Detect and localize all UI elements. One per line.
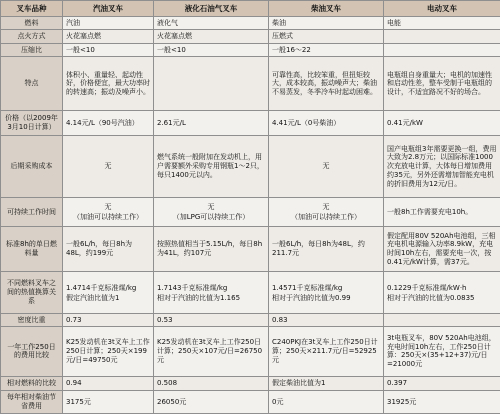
table-cell: [384, 30, 500, 43]
table-cell: 可靠性高，比较笨重，但扭矩较大，成本较高，振动噪声大；柴油不易蒸发，冬季冷车时起动困难。: [269, 57, 384, 111]
row-label: 后期采购成本: [1, 135, 63, 197]
row-label: 特点: [1, 57, 63, 111]
table-cell: C240PKJ在3t叉车上工作250日计算；250天×211.7元/日=52925元: [269, 327, 384, 377]
table-cell: 假定配用80V 520Ah电池组，三相充电机电源输入功率8.9kW，充电时间10h左右，需要充电一次，按0.41元/kW计算，需37元。: [384, 226, 500, 271]
table-cell: 0.83: [269, 313, 384, 326]
table-cell: K25发动机在3t叉车上工作250日计算；250天×199元/日=49750元: [63, 327, 154, 377]
table-cell: 无: [269, 135, 384, 197]
table-cell: [384, 313, 500, 326]
row-label: 价格（以2009年3月10日计算）: [1, 111, 63, 136]
row-label: 标准8h的单日燃料量: [1, 226, 63, 271]
table-cell: 汽油: [63, 17, 154, 30]
table-cell: [63, 272, 154, 313]
table-row: [1, 57, 500, 111]
table-cell: [154, 197, 269, 226]
cell-line: 无: [322, 203, 330, 212]
table-cell: 火花塞点燃: [63, 30, 154, 43]
table-cell: 假定柴油比值为1: [269, 376, 384, 390]
table-cell: 一般8h工作需要充电10h。: [384, 197, 500, 226]
table-cell: 压燃式: [269, 30, 384, 43]
cell-line: 无: [104, 203, 112, 212]
table-cell: 柴油: [269, 17, 384, 30]
cell-line: （加油可以持续工作）: [73, 212, 143, 221]
table-cell: [154, 57, 269, 111]
table-cell: 0.94: [63, 376, 154, 390]
table-row: [1, 313, 500, 326]
table-cell: 电瓶组自身重量大；电机的加速性和启动性差，整车受制于电瓶组的设计，不适宜路况不好的场合。: [384, 57, 500, 111]
table-cell: 一般6L/h，每日8h为48L，约211.7元: [269, 226, 384, 271]
row-label: 点火方式: [1, 30, 63, 43]
table-cell: 体积小、重量轻、起动性好，价格便宜，最大功率时的转速高；振动及噪声小。: [63, 57, 154, 111]
table-row: [1, 391, 500, 414]
row-label: 燃料: [1, 17, 63, 30]
table-row: [1, 135, 500, 197]
table-row: [1, 197, 500, 226]
table-cell: 0元: [269, 391, 384, 414]
header-cell: 柴油叉车: [269, 1, 384, 17]
table-cell: 4.41元/L（0号柴油）: [269, 111, 384, 136]
table-row: [1, 111, 500, 136]
table-row: [1, 17, 500, 30]
table-cell: 无: [63, 135, 154, 197]
table-cell: 4.14元/L（90号汽油）: [63, 111, 154, 136]
cell-line: 1.4571千克标准煤/kg: [272, 283, 343, 292]
table-cell: 燃气系统一般附加在发动机上，用户需要额外采购专用钢瓶1～2只，每只1400元以内。: [154, 135, 269, 197]
row-label: 每年相对柴油节省费用: [1, 391, 63, 414]
table-cell: [384, 272, 500, 313]
table-cell: 3t电瓶叉车，80V 520Ah电池组，充电时间10h左右，工作250日计算：250天×(35+12+37)元/日=21000元: [384, 327, 500, 377]
cell-line: 1.4714千克标准煤/kg: [66, 283, 137, 292]
cell-line: 无: [207, 203, 215, 212]
cell-line: 相对于汽油的比值为1.165: [157, 293, 241, 302]
row-label: 相对燃料的比较: [1, 376, 63, 390]
cell-line: 0.1229千克标准煤/kW·h: [387, 283, 467, 292]
table-cell: [269, 272, 384, 313]
cell-line: （加油可以持续工作）: [291, 212, 361, 221]
row-label: 一年工作250日的费用比较: [1, 327, 63, 377]
table-cell: 液化气: [154, 17, 269, 30]
row-label: 密度比重: [1, 313, 63, 326]
row-label: 压缩比: [1, 43, 63, 56]
header-cell: 叉车品种: [1, 1, 63, 17]
table-cell: 0.53: [154, 313, 269, 326]
header-cell: 电动叉车: [384, 1, 500, 17]
table-cell: 31925元: [384, 391, 500, 414]
table-cell: 一般16～22: [269, 43, 384, 56]
table-cell: 0.397: [384, 376, 500, 390]
table-cell: 0.73: [63, 313, 154, 326]
table-cell: 2.61元/L: [154, 111, 269, 136]
table-cell: 按照热值相当于5.15L/h，每日8h为41L，约107元: [154, 226, 269, 271]
table-cell: [154, 272, 269, 313]
row-label: 不同燃料叉车之间的热值换算关系: [1, 272, 63, 313]
table-cell: 0.508: [154, 376, 269, 390]
table-cell: 3175元: [63, 391, 154, 414]
table-cell: [384, 43, 500, 56]
header-cell: 汽油叉车: [63, 1, 154, 17]
table-cell: K25发动机在3t叉车上工作250日计算；250天×107元/日=26750元: [154, 327, 269, 377]
cell-line: （加LPG可以持续工作）: [172, 212, 250, 221]
table-cell: 一般6L/h，每日8h为48L，约199元: [63, 226, 154, 271]
cell-line: 相对于汽油的比值为0.99: [272, 293, 351, 302]
table-cell: [63, 197, 154, 226]
table-row: [1, 43, 500, 56]
cell-line: 假定汽油比值为1: [66, 293, 120, 302]
cell-line: 1.7143千克标准煤/kg: [157, 283, 228, 292]
table-cell: 0.41元/kW: [384, 111, 500, 136]
table-row: [1, 376, 500, 390]
table-cell: 一般<10: [63, 43, 154, 56]
table-row: [1, 30, 500, 43]
table-row: [1, 226, 500, 271]
table-cell: [269, 197, 384, 226]
table-row: [1, 272, 500, 313]
table-cell: 火花塞点燃: [154, 30, 269, 43]
header-cell: 液化石油气叉车: [154, 1, 269, 17]
row-label: 可持续工作时间: [1, 197, 63, 226]
header-row: [1, 1, 500, 17]
table-cell: 一般<10: [154, 43, 269, 56]
cell-line: 相对于汽油的比值为0.0835: [387, 293, 475, 302]
table-cell: 电能: [384, 17, 500, 30]
table-row: [1, 327, 500, 377]
table-cell: 国产电瓶组3年需要更换一组，费用大致为2.8万元；以国际标准1000次充放电计算，大体每日增加费用约35元，另外还需增加智能充电机的折旧费用为12元/日。: [384, 135, 500, 197]
table-cell: 26050元: [154, 391, 269, 414]
